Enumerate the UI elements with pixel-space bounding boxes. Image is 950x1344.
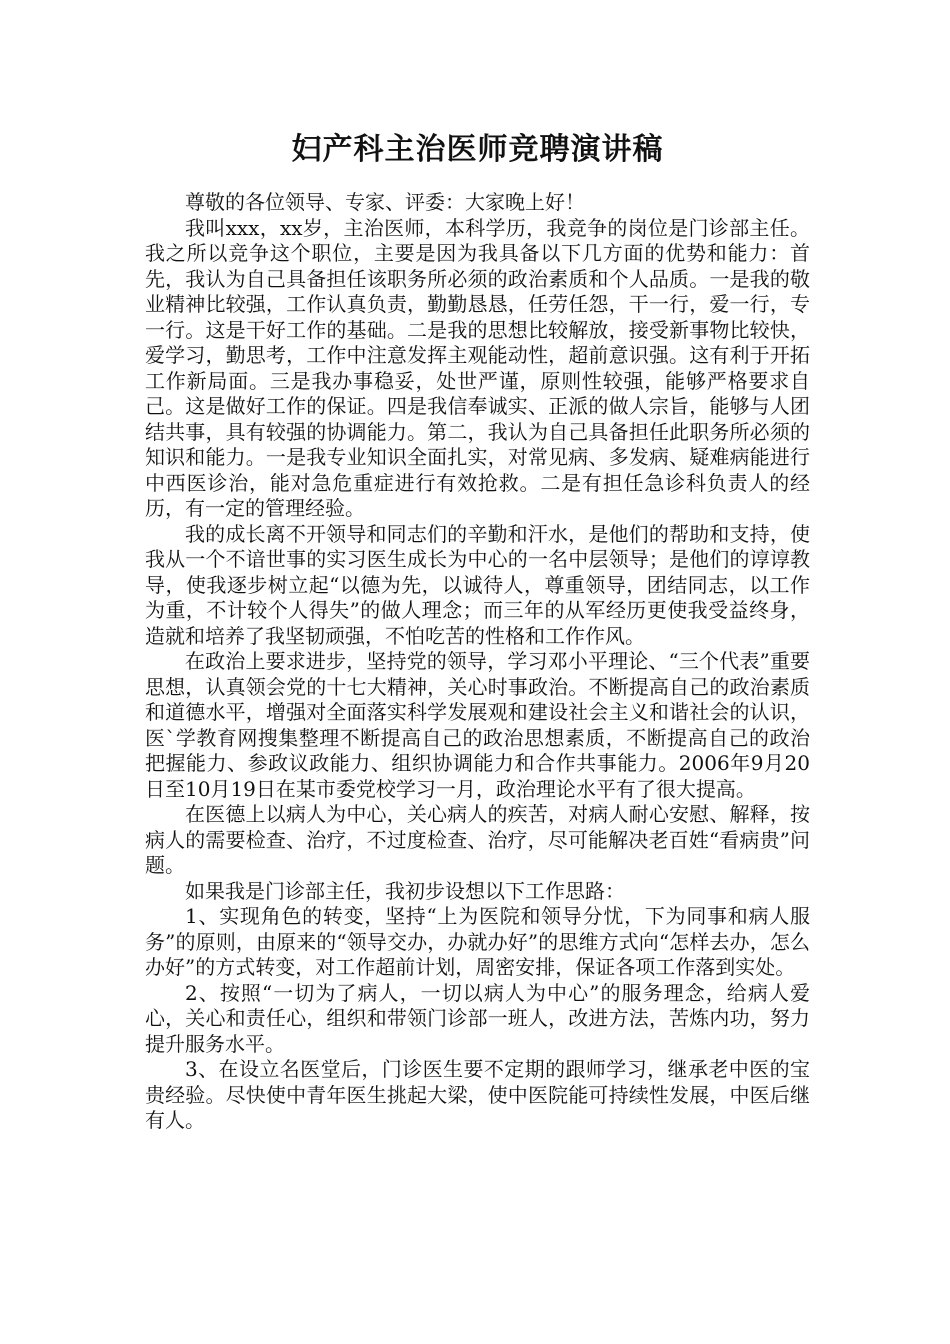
paragraph-greeting: 尊敬的各位领导、专家、评委：大家晚上好！: [185, 190, 585, 214]
paragraph-plan-intro: 如果我是门诊部主任，我初步设想以下工作思路：: [185, 878, 625, 903]
paragraph-plan-1: 1、实现角色的转变，坚持“上为医院和领导分忧，下为同事和病人服务”的原则，由原来的“领导交办，办就办好”的思维方式向“怎样去办，怎么办好”的方式转变，对工作超前计划，周密安排，保证各项工作落到实处。: [145, 904, 810, 979]
paragraph-growth: 我的成长离不开领导和同志们的辛勤和汗水，是他们的帮助和支持，使我从一个不谙世事的实习医生成长为中心的一名中层领导；是他们的谆谆教导，使我逐步树立起“以德为先，以诚待人，尊重领导，团结同志，以工作为重，不计较个人得失”的做人理念；而三年的从军经历更使我受益终身，造就和培养了我坚韧顽强，不怕吃苦的性格和工作作风。: [145, 521, 810, 648]
paragraph-ethics: 在医德上以病人为中心，关心病人的疾苦，对病人耐心安慰、解释，按病人的需要检查、治疗，不过度检查、治疗，尽可能解决老百姓“看病贵”问题。: [145, 802, 810, 877]
paragraph-plan-2: 2、按照“一切为了病人，一切以病人为中心”的服务理念，给病人爱心，关心和责任心，组织和带领门诊部一班人，改进方法，苦炼内功，努力提升服务水平。: [145, 980, 810, 1056]
paragraph-self-intro: 我叫xxx，xx岁，主治医师，本科学历，我竞争的岗位是门诊部主任。我之所以竞争这个职位，主要是因为我具备以下几方面的优势和能力：首先，我认为自己具备担任该职务所必须的政治素质和个人品质。一是我的敬业精神比较强，工作认真负责，勤勤恳恳，任劳任怨，干一行，爱一行，专一行。这是干好工作的基础。二是我的思想比较解放，接受新事物比较快，爱学习，勤思考，工作中注意发挥主观能动性，超前意识强。这有利于开拓工作新局面。三是我办事稳妥，处世严谨，原则性较强，能够严格要求自己。这是做好工作的保证。四是我信奉诚实、正派的做人宗旨，能够与人团结共事，具有较强的协调能力。第二，我认为自己具备担任此职务所必须的知识和能力。一是我专业知识全面扎实，对常见病、多发病、疑难病能进行中西医诊治，能对急危重症进行有效抢救。二是有担任急诊科负责人的经历，有一定的管理经验。: [145, 215, 810, 520]
paragraph-plan-3: 3、在设立名医堂后，门诊医生要不定期的跟师学习，继承老中医的宝贵经验。尽快使中青年医生挑起大梁，使中医院能可持续性发展，中医后继有人。: [145, 1057, 810, 1132]
document-body: [145, 190, 810, 1134]
document-title: 妇产科主治医师竞聘演讲稿: [291, 132, 664, 167]
paragraph-politics: 在政治上要求进步，坚持党的领导，学习邓小平理论、“三个代表”重要思想，认真领会党的十七大精神，关心时事政治。不断提高自己的政治素质和道德水平，增强对全面落实科学发展观和建设社会主义和谐社会的认识，医`学教育网搜集整理不断提高自己的政治思想素质，不断提高自己的政治把握能力、参政议政能力、组织协调能力和合作共事能力。2006年9月20日至10月19日在某市委党校学习一月，政治理论水平有了很大提高。: [145, 649, 810, 801]
